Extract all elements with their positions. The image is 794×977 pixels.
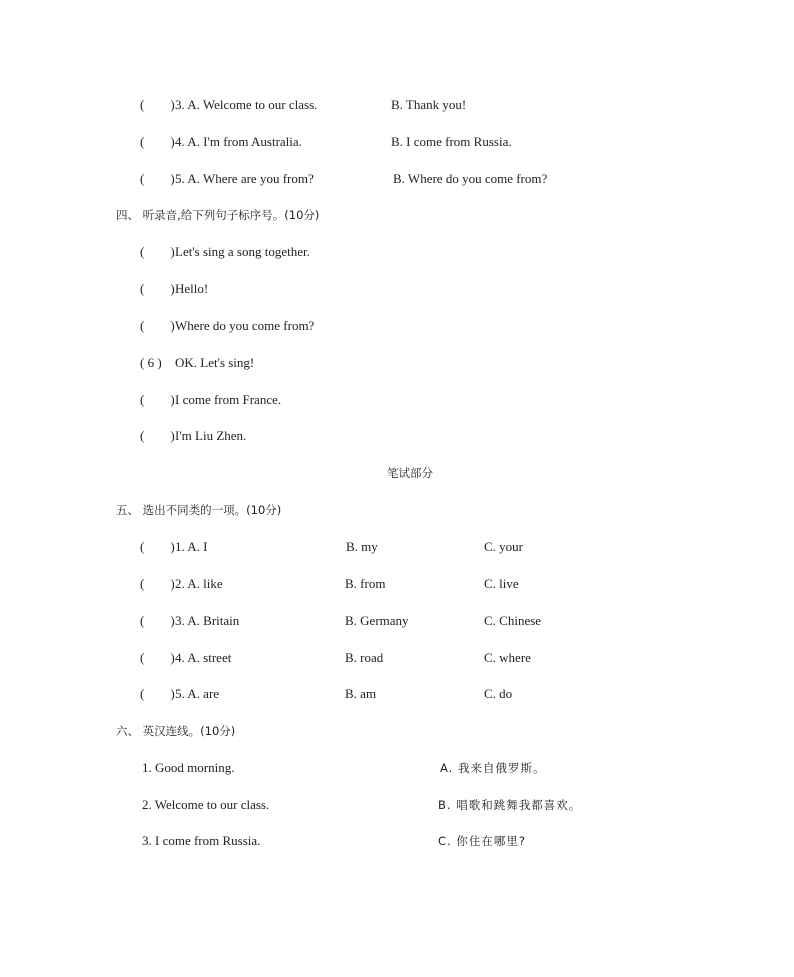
option-b: B. my (346, 539, 378, 554)
option-b: B. from (345, 576, 386, 591)
answer-paren[interactable]: ( ) (140, 134, 175, 149)
option-b: B. Where do you come from? (393, 171, 548, 186)
option-c: C. where (484, 650, 531, 665)
answer-paren[interactable]: ( ) (140, 686, 175, 701)
option-b: B. road (345, 650, 384, 665)
answer-paren[interactable]: ( ) (140, 428, 175, 443)
option-c: C. your (484, 539, 523, 554)
chinese-item[interactable]: A. 我来自俄罗斯。 (440, 761, 546, 775)
option-c: C. live (484, 576, 519, 591)
option-b: B. Germany (345, 613, 409, 628)
english-item[interactable]: 3. I come from Russia. (142, 833, 261, 848)
answer-paren-filled[interactable]: ( 6 ) (140, 355, 162, 370)
sentence: I come from France. (175, 392, 282, 407)
answer-paren[interactable]: ( ) (140, 613, 175, 628)
option-a: 4. A. street (175, 650, 232, 665)
question-stem: 4. A. I'm from Australia. (175, 134, 302, 149)
option-a: 2. A. like (175, 576, 223, 591)
option-b: B. I come from Russia. (391, 134, 512, 149)
sentence: Hello! (175, 281, 209, 296)
sentence: Where do you come from? (175, 318, 315, 333)
answer-paren[interactable]: ( ) (140, 97, 175, 112)
answer-paren[interactable]: ( ) (140, 318, 175, 333)
english-item[interactable]: 1. Good morning. (142, 760, 235, 775)
answer-paren[interactable]: ( ) (140, 539, 175, 554)
section5-heading: 五、 选出不同类的一项。(10分) (116, 503, 282, 517)
option-a: 3. A. Britain (175, 613, 240, 628)
sentence: I'm Liu Zhen. (175, 428, 247, 443)
sentence: OK. Let's sing! (175, 355, 255, 370)
option-b: B. Thank you! (391, 97, 467, 112)
answer-paren[interactable]: ( ) (140, 576, 175, 591)
option-c: C. Chinese (484, 613, 542, 628)
answer-paren[interactable]: ( ) (140, 244, 175, 259)
answer-paren[interactable]: ( ) (140, 171, 175, 186)
english-item[interactable]: 2. Welcome to our class. (142, 797, 270, 812)
question-stem: 5. A. Where are you from? (175, 171, 314, 186)
answer-paren[interactable]: ( ) (140, 281, 175, 296)
sentence: Let's sing a song together. (175, 244, 310, 259)
option-a: 1. A. I (175, 539, 208, 554)
section6-heading: 六、 英汉连线。(10分) (116, 724, 236, 738)
chinese-item[interactable]: B. 唱歌和跳舞我都喜欢。 (438, 798, 582, 812)
option-b: B. am (345, 686, 377, 701)
section4-heading: 四、 听录音,给下列句子标序号。(10分) (116, 208, 320, 222)
answer-paren[interactable]: ( ) (140, 392, 175, 407)
written-part-title: 笔试部分 (387, 466, 433, 480)
chinese-item[interactable]: C. 你住在哪里? (438, 834, 526, 848)
question-stem: 3. A. Welcome to our class. (175, 97, 318, 112)
option-c: C. do (484, 686, 513, 701)
answer-paren[interactable]: ( ) (140, 650, 175, 665)
option-a: 5. A. are (175, 686, 220, 701)
